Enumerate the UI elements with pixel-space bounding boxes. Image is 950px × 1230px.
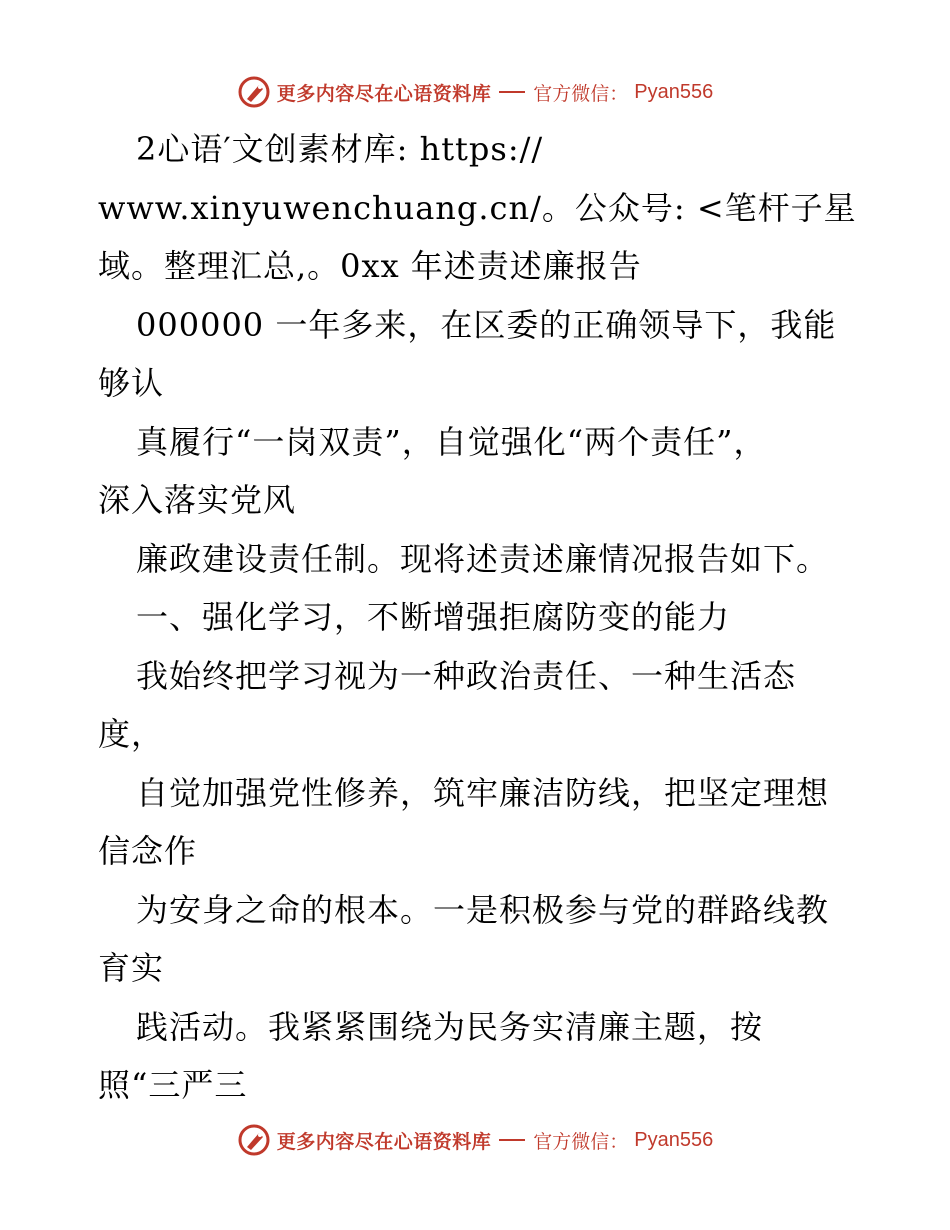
wechat-id: Pyan556 (634, 80, 714, 103)
text-line: 我始终把学习视为一种政治责任、一种生活态 (136, 656, 797, 695)
text-line: 度， (98, 715, 165, 753)
wechat-label: 官方微信： (533, 1130, 629, 1153)
text-line: 够认 (98, 364, 165, 402)
wechat-id: Pyan556 (634, 1128, 714, 1151)
text-line: 域。整理汇总,。0xx 年述责述廉报告 (98, 247, 642, 285)
wechat-label: 官方微信： (533, 82, 629, 105)
text-line: 照“三严三 (98, 1066, 248, 1104)
text-line: 自觉加强党性修养，筑牢廉洁防线，把坚定理想 (136, 773, 830, 812)
text-line: 真履行“一岗双责”，自觉强化“两个责任”， (136, 422, 767, 461)
text-line: 信念作 (98, 832, 198, 870)
text-line: 育实 (98, 949, 165, 987)
text-line: 000000 一年多来，在区委的正确领导下，我能 (136, 305, 837, 344)
document-body (98, 120, 858, 1115)
footer-watermark-banner (0, 1120, 950, 1160)
text-line: 践活动。我紧紧围绕为民务实清廉主题，按 (136, 1007, 764, 1046)
text-line: www.xinyuwenchuang.cn/。公众号: <笔杆子星 (98, 188, 857, 227)
text-line: 廉政建设责任制。现将述责述廉情况报告如下。 (136, 539, 830, 578)
text-line: 深入落实党风 (98, 481, 297, 519)
text-line: 为安身之命的根本。一是积极参与党的群路线教 (136, 890, 830, 929)
header-watermark-banner (0, 72, 950, 112)
pen-nib-logo-icon (237, 75, 271, 109)
divider-dash (499, 91, 525, 93)
divider-dash (499, 1139, 525, 1141)
brand-text: 更多内容尽在心语资料库 (276, 82, 492, 105)
section-heading: 一、强化学习，不断增强拒腐防变的能力 (136, 598, 731, 636)
pen-nib-logo-icon (237, 1123, 271, 1157)
text-line: 2心语′文创素材库: https:// (136, 130, 544, 168)
brand-text: 更多内容尽在心语资料库 (276, 1130, 492, 1153)
